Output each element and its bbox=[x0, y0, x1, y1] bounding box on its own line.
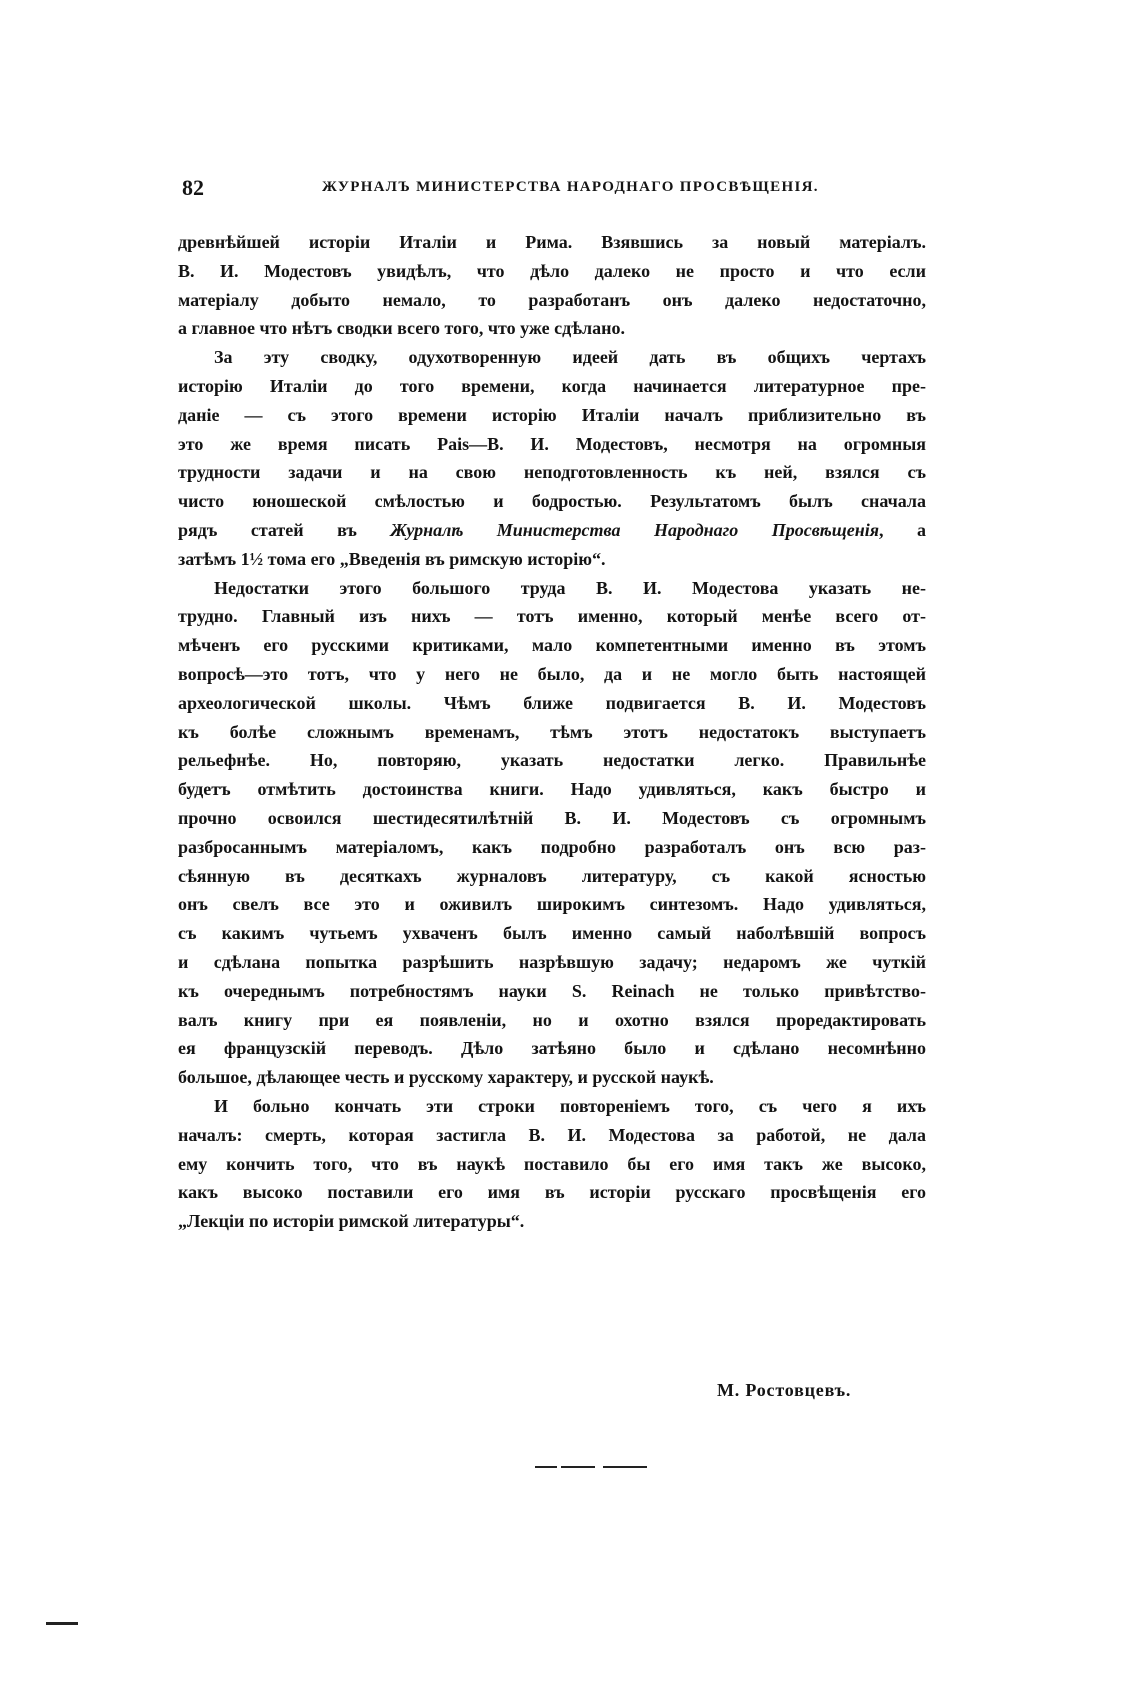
journal-title-italic: Журналѣ Министерства Народнаго Просвѣщенія bbox=[390, 519, 880, 540]
text-line: большое, дѣлающее честь и русскому характеру, и русской наукѣ. bbox=[178, 1067, 714, 1088]
text-line: Недостатки этого большого труда В. И. Модестова указать не- bbox=[214, 577, 926, 598]
text-line: ея французскій переводъ. Дѣло затѣяно было и сдѣлано несомнѣнно bbox=[178, 1038, 926, 1059]
text-line: археологической школы. Чѣмъ ближе подвигается В. И. Модестовъ bbox=[178, 692, 926, 713]
text-line: какъ высоко поставили его имя въ исторіи русскаго просвѣщенія его bbox=[178, 1182, 926, 1203]
page-number: 82 bbox=[182, 175, 204, 200]
text-line: трудности задачи и на свою неподготовленность къ ней, взялся съ bbox=[178, 462, 926, 483]
text-line: валъ книгу при ея появленіи, но и охотно взялся проредактировать bbox=[178, 1009, 926, 1030]
text-line: началъ: смерть, которая застигла В. И. Модестова за работой, не дала bbox=[178, 1124, 926, 1145]
body-text bbox=[178, 228, 926, 1236]
text-line: матеріалу добыто немало, то разработанъ онъ далеко недостаточно, bbox=[178, 289, 926, 310]
text-line: къ болѣе сложнымъ временамъ, тѣмъ этотъ недостатокъ выступаетъ bbox=[178, 721, 926, 742]
text-line: затѣмъ 1½ тома его „Введенія въ римскую исторію“. bbox=[178, 548, 606, 569]
text-line: „Лекціи по исторіи римской литературы“. bbox=[178, 1211, 525, 1232]
text-line: прочно освоился шестидесятилѣтній В. И. Модестовъ съ огромнымъ bbox=[178, 807, 926, 828]
text-line: вопросѣ—это тотъ, что у него не было, да и не могло быть настоящей bbox=[178, 663, 926, 684]
text-line: къ очереднымъ потребностямъ науки S. Reinach не только привѣтство- bbox=[178, 980, 926, 1001]
text-line: и сдѣлана попытка разрѣшить назрѣвшую задачу; недаромъ же чуткій bbox=[178, 951, 926, 972]
text-line: рельефнѣе. Но, повторяю, указать недостатки легко. Правильнѣе bbox=[178, 750, 926, 771]
text-line: даніе — съ этого времени исторію Италіи началъ приблизительно въ bbox=[178, 404, 926, 425]
text-line: За эту сводку, одухотворенную идеей дать въ общихъ чертахъ bbox=[214, 347, 926, 368]
text-segment: рядъ статей въ bbox=[178, 519, 391, 540]
end-rule bbox=[535, 1466, 647, 1468]
text-line: исторію Италіи до того времени, когда начинается литературное пре- bbox=[178, 375, 926, 396]
text-line: мѣченъ его русскими критиками, мало компетентными именно въ этомъ bbox=[178, 635, 926, 656]
text-line: сѣянную въ десяткахъ журналовъ литературу, съ какой ясностью bbox=[178, 865, 926, 886]
text-line-with-italic bbox=[178, 516, 926, 545]
text-line: онъ свелъ все это и оживилъ широкимъ синтезомъ. Надо удивляться, bbox=[178, 894, 926, 915]
text-line: И больно кончать эти строки повтореніемъ того, съ чего я ихъ bbox=[214, 1095, 926, 1116]
text-line: разбросаннымъ матеріаломъ, какъ подробно разработалъ онъ всю раз- bbox=[178, 836, 926, 857]
text-line: древнѣйшей исторіи Италіи и Рима. Взявшись за новый матеріалъ. bbox=[178, 232, 926, 252]
text-line: трудно. Главный изъ нихъ — тотъ именно, который менѣе всего от- bbox=[178, 606, 926, 627]
author-signature: М. Ростовцевъ. bbox=[717, 1380, 852, 1400]
text-line: а главное что нѣтъ сводки всего того, что уже сдѣлано. bbox=[178, 318, 626, 339]
running-title: ЖУРНАЛЪ МИНИСТЕРСТВА НАРОДНАГО ПРОСВѢЩЕНІЯ. bbox=[322, 179, 819, 195]
text-line: это же время писать Pais—В. И. Модестовъ, несмотря на огромныя bbox=[178, 433, 926, 454]
page-header bbox=[182, 175, 922, 203]
text-line: ему кончить того, что въ наукѣ поставило бы его имя такъ же высоко, bbox=[178, 1153, 926, 1174]
margin-mark bbox=[46, 1622, 78, 1625]
text-line: будетъ отмѣтить достоинства книги. Надо удивляться, какъ быстро и bbox=[178, 779, 926, 800]
text-line: съ какимъ чутьемъ ухваченъ былъ именно самый наболѣвшій вопросъ bbox=[178, 923, 926, 944]
text-segment: , а bbox=[879, 519, 926, 540]
text-line: В. И. Модестовъ увидѣлъ, что дѣло далеко не просто и что если bbox=[178, 260, 926, 281]
text-line: чисто юношеской смѣлостью и бодростью. Результатомъ былъ сначала bbox=[178, 491, 926, 512]
